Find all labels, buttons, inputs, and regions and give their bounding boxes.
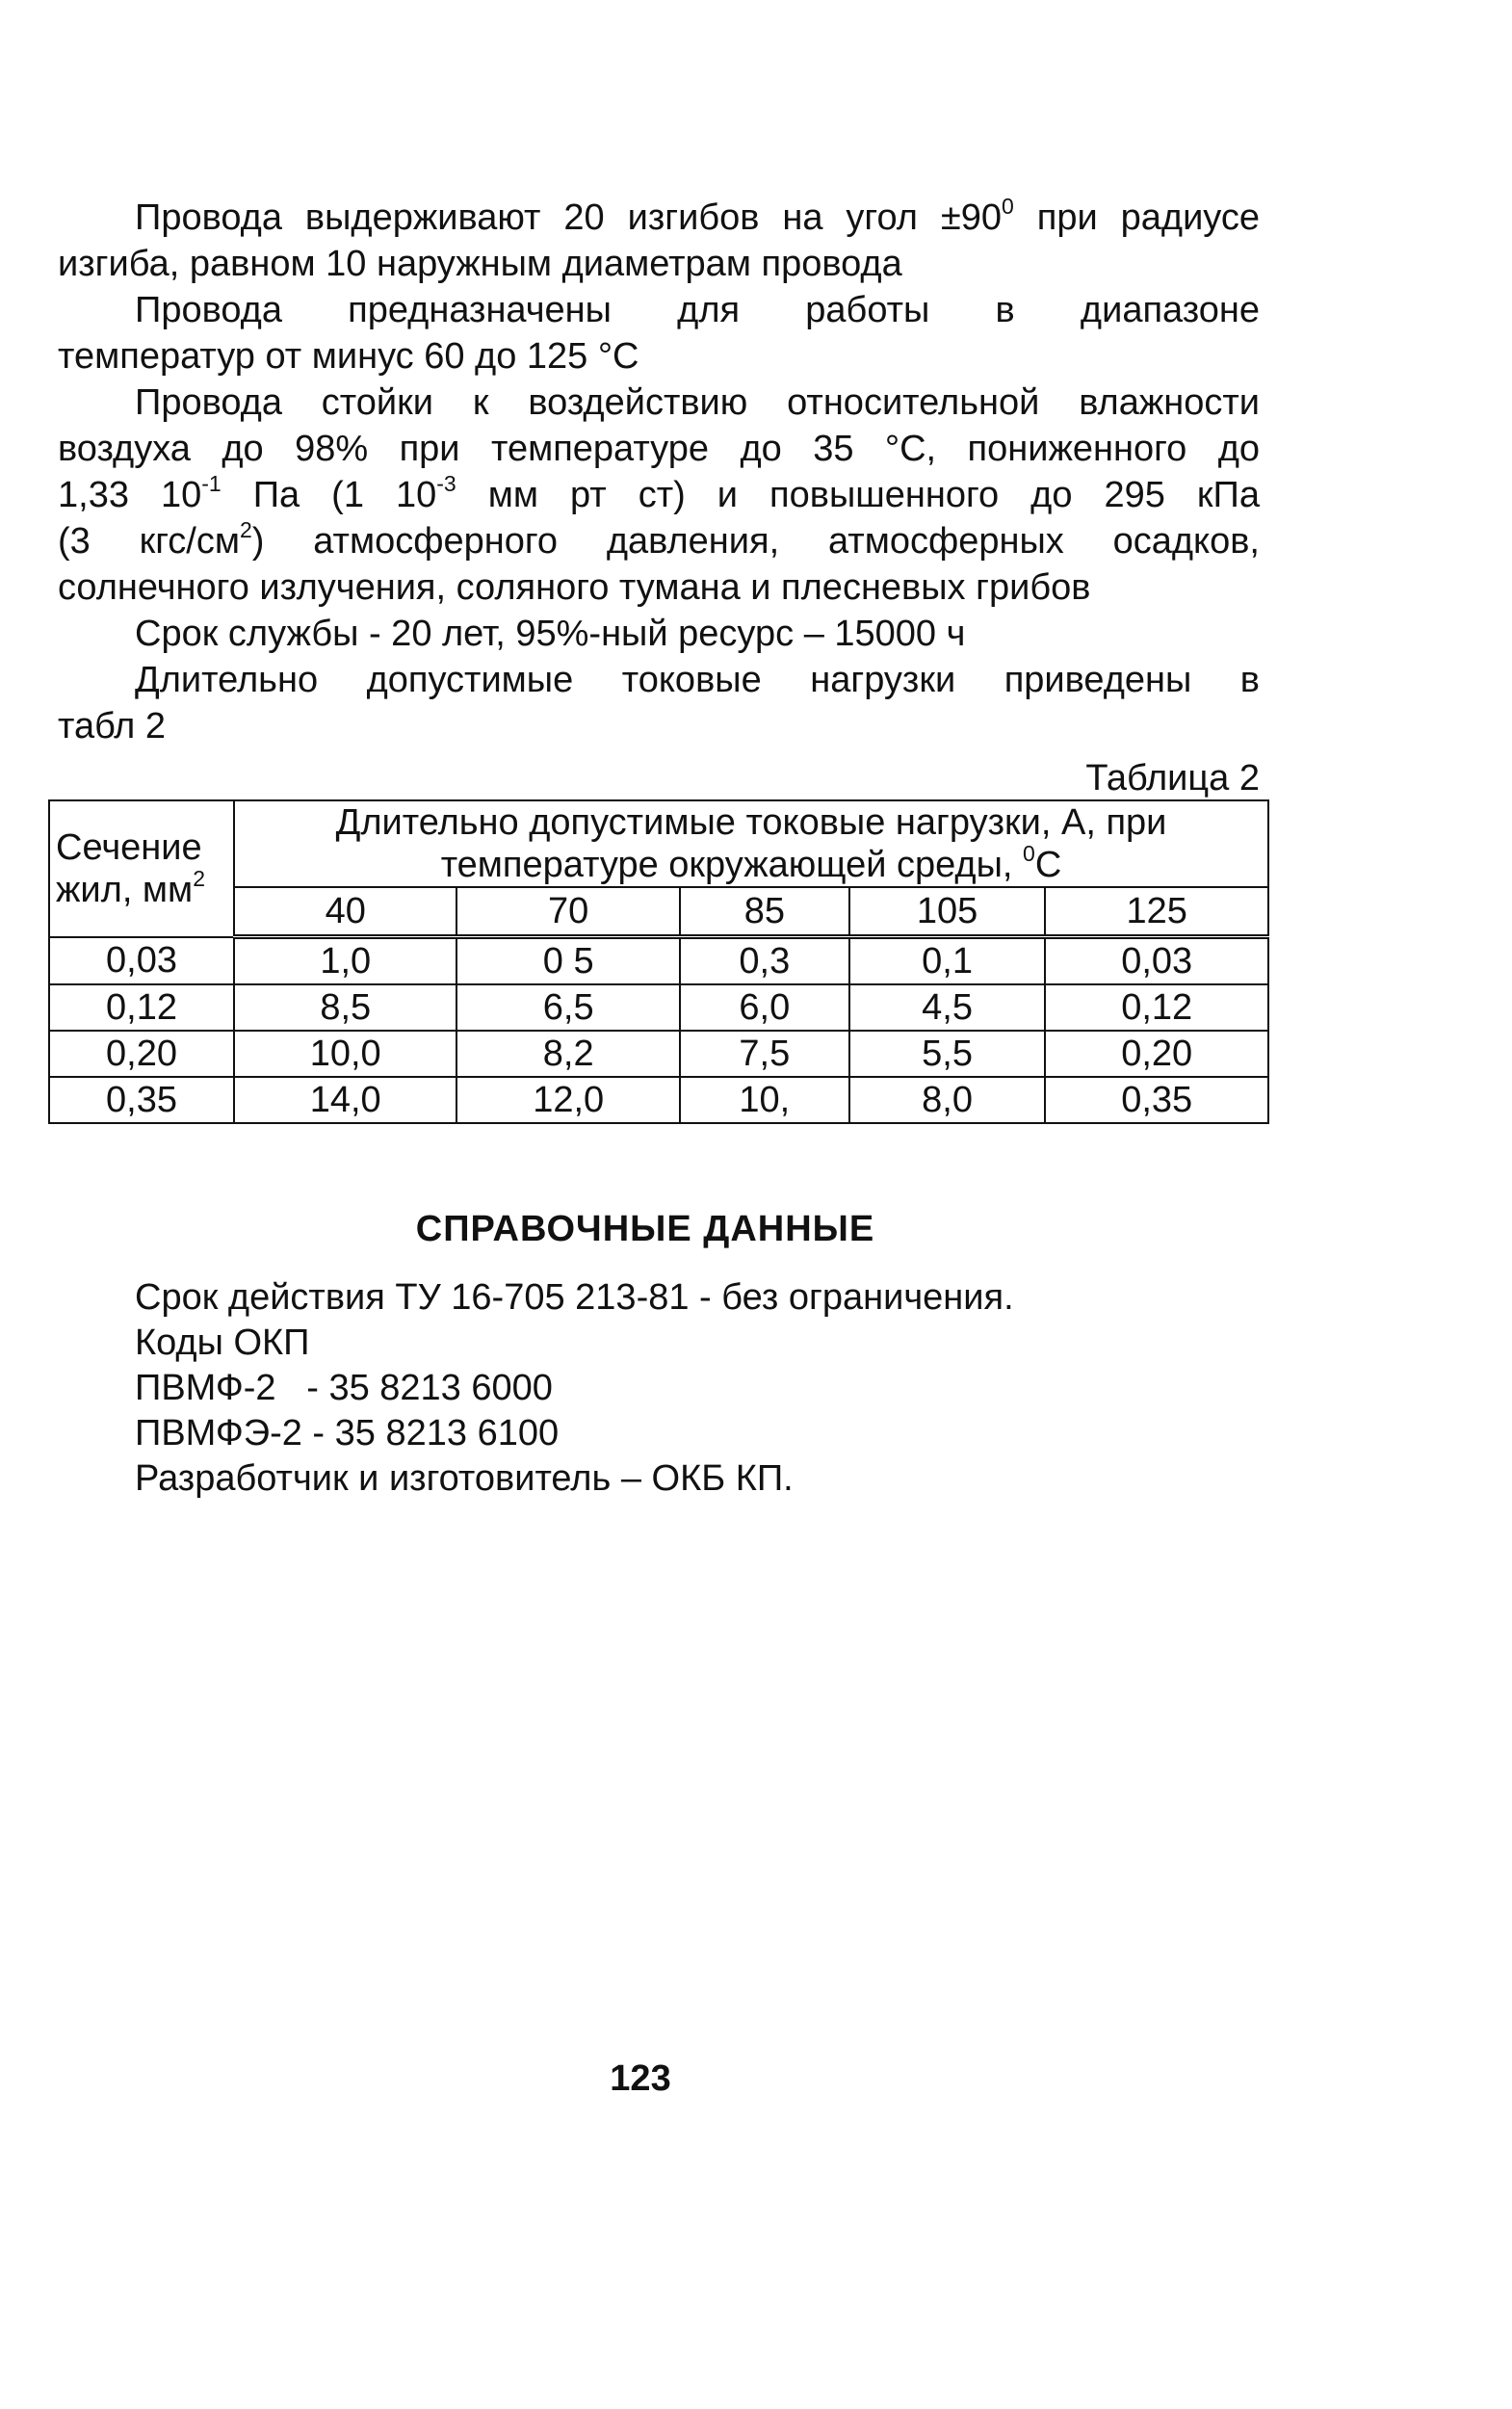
value-cell: 1,0 — [234, 937, 456, 985]
load-column-header: Длительно допустимые токовые нагрузки, А, при температуре окружающей среды, $^0$С — [234, 800, 1268, 887]
value-cell: 7,5 — [680, 1031, 849, 1077]
paragraph-line: Провода предназначены для работы в диапазоне — [135, 290, 1260, 330]
paragraph-line: температур от минус 60 до 125 °С — [58, 336, 639, 377]
section-cell: 0,35 — [49, 1077, 234, 1123]
value-cell: 10, — [680, 1077, 849, 1123]
paragraph-line: Длительно допустимые токовые нагрузки приведены в — [135, 660, 1260, 700]
table-header-row — [49, 800, 1268, 887]
paragraph-environment — [58, 380, 1260, 611]
value-cell: 0,20 — [1045, 1031, 1268, 1077]
temperature-cell: 105 — [849, 887, 1046, 937]
reference-line: Коды ОКП — [135, 1322, 310, 1363]
value-cell: 0,03 — [1045, 937, 1268, 985]
paragraph-line: 1,33 10 — [58, 475, 202, 515]
table-row — [49, 1031, 1268, 1077]
page-number: 123 — [610, 2058, 671, 2099]
paragraph-line: ) атмосферного давления, атмосферных осадков, — [251, 521, 1260, 562]
paragraph-line: мм рт ст) и повышенного до 295 кПа — [456, 475, 1260, 515]
section-cell: 0,20 — [49, 1031, 234, 1077]
temperature-cell: 40 — [234, 887, 456, 937]
value-cell: 6,0 — [680, 984, 849, 1031]
current-load-table — [48, 799, 1269, 1124]
value-cell: 0,3 — [680, 937, 849, 985]
exponent-superscript: 2 — [239, 517, 252, 542]
paragraph-bending — [58, 195, 1260, 287]
paragraph-service-life: Срок службы - 20 лет, 95%-ный ресурс – 15000 ч — [135, 614, 966, 654]
value-cell: 8,2 — [456, 1031, 679, 1077]
paragraph-line: Па (1 10 — [221, 475, 437, 515]
table-row — [49, 937, 1268, 985]
value-cell: 6,5 — [456, 984, 679, 1031]
value-cell: 8,0 — [849, 1077, 1046, 1123]
table-row — [49, 1077, 1268, 1123]
paragraph-line: табл 2 — [58, 706, 167, 746]
table-caption: Таблица 2 — [1085, 758, 1260, 799]
value-cell: 12,0 — [456, 1077, 679, 1123]
table-row — [49, 984, 1268, 1031]
section-column-header: Сечение жил, $мм^2$ — [49, 800, 234, 937]
reference-line: ПВМФЭ-2 - 35 8213 6100 — [135, 1413, 560, 1453]
section-cell: 0,03 — [49, 937, 234, 985]
value-cell: 0,1 — [849, 937, 1046, 985]
reference-data — [135, 1275, 1290, 1502]
temperature-cell: 70 — [456, 887, 679, 937]
value-cell: 0,35 — [1045, 1077, 1268, 1123]
reference-section-title: СПРАВОЧНЫЕ ДАННЫЕ — [415, 1209, 875, 1249]
temperature-cell: 125 — [1045, 887, 1268, 937]
temperature-cell: 85 — [680, 887, 849, 937]
value-cell: 8,5 — [234, 984, 456, 1031]
value-cell: 5,5 — [849, 1031, 1046, 1077]
reference-line: Разработчик и изготовитель – ОКБ КП. — [135, 1458, 794, 1499]
reference-line: ПВМФ-2 - 35 8213 6000 — [135, 1368, 553, 1408]
degree-superscript: 0 — [1002, 194, 1014, 219]
reference-line: Срок действия ТУ 16-705 213-81 - без ограничения. — [135, 1277, 1014, 1318]
paragraph-line: солнечного излучения, соляного тумана и плесневых грибов — [58, 567, 1091, 608]
paragraph-line: воздуха до 98% при температуре до 35 °С, пониженного до — [58, 429, 1260, 469]
paragraph-line: Провода стойки к воздействию относительной влажности — [135, 382, 1260, 423]
value-cell: 0 5 — [456, 937, 679, 985]
paragraph-temperature-range — [58, 287, 1260, 380]
exponent-superscript: -3 — [436, 471, 456, 496]
value-cell: 0,12 — [1045, 984, 1268, 1031]
exponent-superscript: -1 — [201, 471, 222, 496]
paragraph-line: изгиба, равном 10 наружным диаметрам провода — [58, 244, 902, 284]
value-cell: 14,0 — [234, 1077, 456, 1123]
paragraph-line: (3 кгс/см — [58, 521, 240, 562]
value-cell: 10,0 — [234, 1031, 456, 1077]
value-cell: 4,5 — [849, 984, 1046, 1031]
body-text — [58, 195, 1260, 749]
paragraph-line: при радиусе — [1013, 197, 1260, 238]
section-cell: 0,12 — [49, 984, 234, 1031]
paragraph-table-reference — [58, 657, 1260, 749]
paragraph-line: Провода выдерживают 20 изгибов на угол ±90 — [135, 197, 1002, 238]
